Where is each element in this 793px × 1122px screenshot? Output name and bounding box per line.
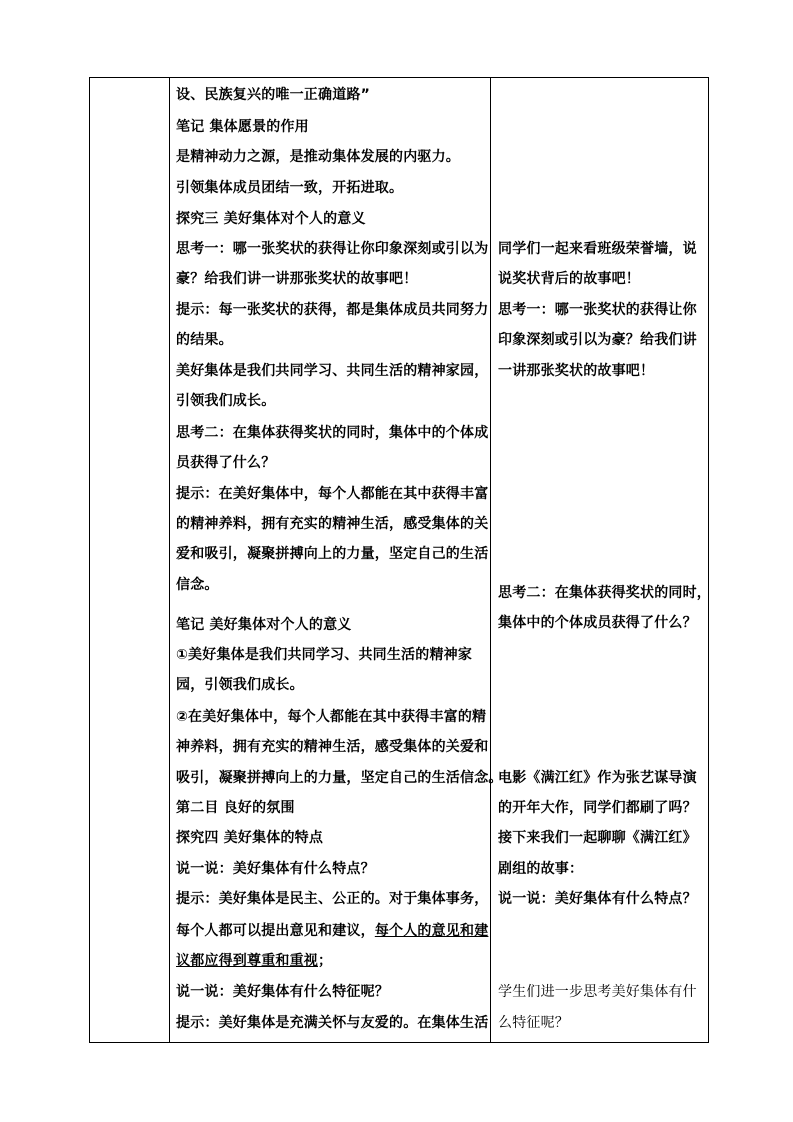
text-segment: ①美好集体是我们共同学习、共同生活的精神家 <box>176 647 473 663</box>
text-segment: 提示：在美好集体中，每个人都能在其中获得丰富 <box>176 486 489 502</box>
text-line <box>498 301 697 319</box>
text-segment: 爱和吸引，凝聚拼搏向上的力量，坚定自己的生活 <box>176 546 489 562</box>
text-line <box>176 646 472 664</box>
text-segment: 神养料，拥有充实的精神生活，感受集体的关爱和 <box>176 739 489 755</box>
text-line <box>176 240 488 258</box>
text-segment: 探究四 美好集体的特点 <box>176 830 324 846</box>
text-segment: 的结果。 <box>176 332 233 348</box>
text-segment: 的开年大作，同学们都刷了吗？ <box>498 800 697 816</box>
text-line <box>176 210 366 228</box>
text-segment: ； <box>318 953 333 969</box>
text-line <box>498 240 697 258</box>
text-segment: 第二目 良好的氛围 <box>176 800 295 816</box>
text-segment: 电影《满江红》作为张艺谋导演 <box>498 770 697 786</box>
text-segment: 的精神养料，拥有充实的精神生活，感受集体的关 <box>176 516 489 532</box>
text-line <box>498 983 697 1001</box>
text-line <box>498 614 697 632</box>
text-line <box>176 860 375 878</box>
text-segment: 接下来我们一起聊聊《满江红》 <box>498 830 697 846</box>
text-segment: 剧组的故事： <box>498 861 584 877</box>
text-segment: 园，引领我们成长。 <box>176 677 304 693</box>
text-segment: 思考一：哪一张奖状的获得让你印象深刻或引以为 <box>176 241 489 257</box>
text-segment: 思考一：哪一张奖状的获得让你 <box>498 302 697 318</box>
text-line <box>176 424 488 442</box>
text-line <box>176 270 417 288</box>
text-segment: 美好集体是我们共同学习、共同生活的精神家园， <box>176 363 489 379</box>
lesson-plan-table <box>89 77 709 1043</box>
text-line <box>498 270 640 288</box>
text-segment: 豪？给我们讲一讲那张奖状的故事吧！ <box>176 271 418 287</box>
text-segment: 笔记 美好集体对个人的意义 <box>176 617 352 633</box>
text-line <box>176 331 233 349</box>
text-line <box>176 1014 488 1032</box>
text-segment: 探究三 美好集体对个人的意义 <box>176 211 366 227</box>
column-divider-1 <box>169 78 170 1042</box>
text-segment: 说一说：美好集体有什么特点？ <box>498 891 697 907</box>
text-line <box>176 392 275 410</box>
underlined-text: 每个人的意见和建 <box>374 923 489 939</box>
text-line <box>176 86 370 104</box>
text-segment: 提示：美好集体是民主、公正的。对于集体事务， <box>176 891 489 907</box>
text-line <box>498 769 697 787</box>
text-segment: 说一说：美好集体有什么特点？ <box>176 861 375 877</box>
text-line <box>176 769 503 787</box>
column-divider-2 <box>490 78 491 1042</box>
text-line <box>498 860 583 878</box>
text-line <box>176 890 488 908</box>
text-line <box>176 545 488 563</box>
text-line <box>498 890 697 908</box>
text-line <box>176 301 488 319</box>
text-segment: 思考二：在集体获得奖状的同时，集体中的个体成 <box>176 425 489 441</box>
text-line <box>176 179 403 197</box>
text-segment: 学生们进一步思考美好集体有什 <box>498 984 697 1000</box>
text-segment: 印象深刻或引以为豪？给我们讲 <box>498 332 697 348</box>
text-line <box>498 799 697 817</box>
text-line <box>176 799 295 817</box>
text-segment: 说奖状背后的故事吧！ <box>498 271 640 287</box>
text-line <box>498 331 697 349</box>
text-line <box>176 576 219 594</box>
text-segment: 集体中的个体成员获得了什么？ <box>498 615 697 631</box>
text-segment: 思考二：在集体获得奖状的同时， <box>498 585 711 601</box>
text-line <box>498 584 711 602</box>
text-segment: 是精神动力之源，是推动集体发展的内驱力。 <box>176 149 460 165</box>
text-line <box>176 922 488 940</box>
text-segment: 笔记 集体愿景的作用 <box>176 119 309 135</box>
text-line <box>176 362 488 380</box>
text-line <box>176 738 488 756</box>
text-line <box>176 515 488 533</box>
text-segment: 提示：每一张奖状的获得，都是集体成员共同努力 <box>176 302 489 318</box>
text-segment: 引领我们成长。 <box>176 393 276 409</box>
text-segment: 提示：美好集体是充满关怀与友爱的。在集体生活 <box>176 1015 489 1031</box>
text-line <box>176 485 488 503</box>
text-line <box>498 829 697 847</box>
text-segment: 一讲那张奖状的故事吧！ <box>498 363 655 379</box>
text-line <box>176 454 275 472</box>
text-segment: 设、民族复兴的唯一正确道路” <box>176 87 371 103</box>
text-line <box>176 829 323 847</box>
text-segment: 同学们一起来看班级荣誉墙，说 <box>498 241 697 257</box>
text-line <box>176 708 486 726</box>
text-segment: 员获得了什么？ <box>176 455 276 471</box>
text-line <box>176 676 304 694</box>
text-line <box>498 362 654 380</box>
text-segment: 每个人都可以提出意见和建议， <box>176 923 375 939</box>
text-segment: 信念。 <box>176 577 219 593</box>
text-line <box>176 616 351 634</box>
text-line <box>176 148 460 166</box>
text-segment: 么特征呢？ <box>498 1015 569 1031</box>
underlined-text: 议都应得到尊重和重视 <box>176 953 318 969</box>
text-segment: 吸引，凝聚拼搏向上的力量，坚定自己的生活信念。 <box>176 770 503 786</box>
text-line <box>176 983 389 1001</box>
text-line <box>176 118 309 136</box>
text-segment: 引领集体成员团结一致，开拓进取。 <box>176 180 404 196</box>
text-line <box>176 952 332 970</box>
left-column-empty-cell <box>90 78 169 1042</box>
text-line <box>498 1014 569 1032</box>
text-segment: ②在美好集体中，每个人都能在其中获得丰富的精 <box>176 709 487 725</box>
text-segment: 说一说：美好集体有什么特征呢？ <box>176 984 389 1000</box>
